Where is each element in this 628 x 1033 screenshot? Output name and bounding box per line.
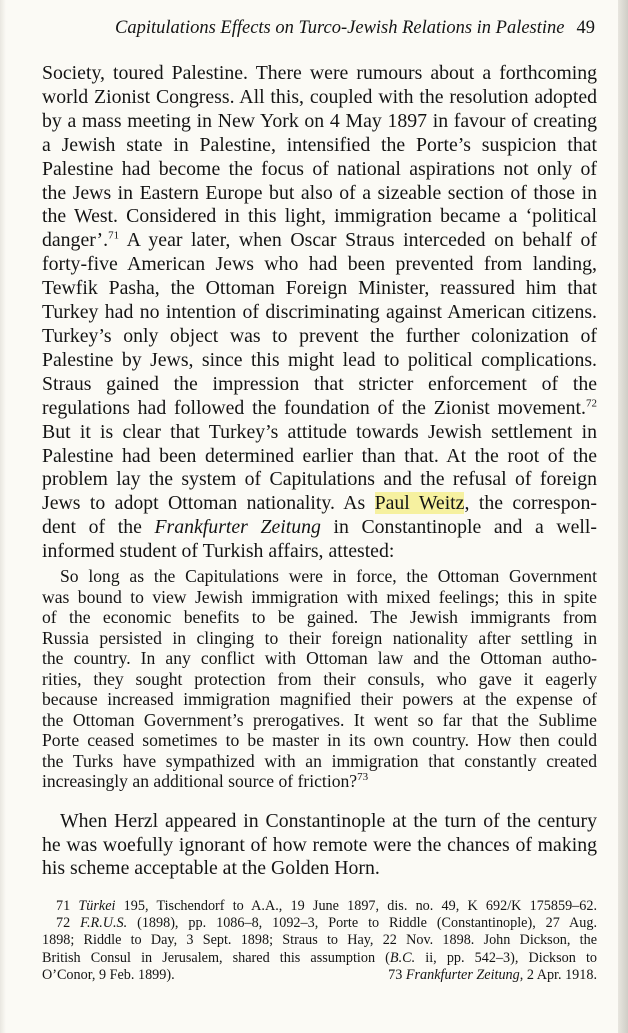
quote-line: was bound to view Jewish immigration with mixed feelings; this in spite	[42, 586, 597, 607]
text-line: Palestine had become the focus of national aspirations not only of	[42, 157, 597, 180]
quote-line: the Ottoman Government’s prerogatives. It went so far that the Sublime	[42, 709, 597, 730]
text-line	[42, 516, 597, 540]
footnote-text: (1898), pp. 1086–8, 1092–3, Porte to Riddle (Constantinople), 27 Aug.	[127, 915, 598, 932]
footnote-source: Frankfurter Zeitung	[405, 966, 520, 983]
text-line: the Jews in Eastern Europe but also of a sizeable section of those in	[42, 181, 597, 204]
text-line	[42, 229, 597, 253]
footnote-71	[42, 898, 597, 915]
footnote-number: 71	[56, 898, 71, 914]
text-fragment: in Constantinople and a well-	[320, 516, 597, 539]
text-line: Palestine had been determined earlier than that. At the root of the	[42, 444, 597, 467]
text-line: Tewfik Pasha, the Ottoman Foreign Minister, reassured him that	[42, 277, 597, 300]
text-fragment: A year later, when Oscar Straus interceded on behalf of	[119, 229, 597, 252]
text-line: But it is clear that Turkey’s attitude towards Jewish settlement in	[42, 420, 597, 443]
footnote-number: 72	[56, 915, 71, 932]
text-line: world Zionist Congress. All this, coupled with the resolution adopted	[42, 85, 597, 108]
quote-line	[42, 771, 597, 792]
text-line	[42, 397, 597, 421]
footnote-text: O’Conor, 9 Feb. 1899).	[42, 966, 175, 983]
text-line: Society, toured Palestine. There were rumours about a forthcoming	[42, 62, 597, 84]
footnote-ref-73[interactable]: 73	[357, 771, 369, 784]
text-fragment: danger’.	[42, 229, 109, 252]
text-line: Palestine by Jews, since this might lead to political complications.	[42, 348, 597, 371]
text-fragment: increasingly an additional source of friction?	[42, 771, 358, 791]
page-gutter-shadow	[0, 0, 6, 1033]
quote-line: the Turks have sympathized with an immigration that constantly created	[42, 750, 597, 771]
text-line: Straus gained the impression that stricter enforcement of the	[42, 372, 597, 395]
quote-line: of the economic benefits to be gained. The Jewish immigrants from	[42, 607, 597, 627]
paragraph-2	[42, 810, 597, 881]
page-edge	[618, 0, 628, 1033]
quote-line: rities, they sought protection from their consuls, who gave it eagerly	[42, 668, 597, 689]
header-title: Capitulations Effects on Turco-Jewish Relations in Palestine	[115, 18, 565, 38]
quote-line: the country. In any conflict with Ottoman law and the Ottoman autho-	[42, 648, 597, 668]
page-number: 49	[576, 18, 595, 38]
text-fragment: , the correspon-	[464, 492, 597, 515]
text-line: problem lay the system of Capitulations and the refusal of foreign	[42, 468, 597, 491]
footnote-72-cont	[42, 950, 597, 967]
footnote-72-cont: 1898; Riddle to Day, 3 Sept. 1898; Straus to Hay, 22 Nov. 1898. John Dickson, the	[42, 932, 597, 949]
footnote-source: Türkei	[78, 898, 116, 914]
text-fragment: Jews to adopt Ottoman nationality. As	[42, 492, 375, 515]
text-line: his scheme acceptable at the Golden Horn.	[42, 857, 380, 880]
footnote-source: B.C.	[389, 949, 416, 966]
footnote-text: 195, Tischendorf to A.A., 19 June 1897, dis. no. 49, K 692/K 175859–62.	[115, 898, 598, 914]
text-line: Turkey’s only object was to prevent the further colonization of	[42, 324, 597, 347]
italic-title: Frankfurter Zeitung	[154, 516, 321, 539]
text-line: forty-five American Jews who had been prevented from landing,	[42, 253, 597, 276]
footnote-number: 73	[388, 966, 403, 983]
footnote-ref-71[interactable]: 71	[108, 229, 120, 242]
quote-line: Russia persisted in clinging to their foreign nationality after settling in	[42, 627, 597, 648]
footnote-text: , 2 Apr. 1918.	[519, 966, 597, 983]
block-quote	[42, 566, 597, 792]
text-line	[42, 492, 597, 516]
quote-line: So long as the Capitulations were in force, the Ottoman Government	[60, 566, 597, 586]
quote-line: Porte ceased sometimes to be master in its own country. How then could	[42, 730, 597, 750]
footnote-72-end	[42, 967, 597, 984]
text-line: When Herzl appeared in Constantinople at the turn of the century	[60, 810, 597, 832]
footnote-73	[388, 967, 597, 984]
footnote-text: British Consul in Jerusalem, shared this assumption (	[42, 949, 390, 966]
footnotes	[42, 898, 597, 984]
text-line: the West. Considered in this light, immigration became a ‘political	[42, 205, 597, 228]
text-line: informed student of Turkish affairs, attested:	[42, 540, 395, 563]
paragraph-1	[42, 62, 597, 564]
footnote-72	[42, 915, 597, 932]
footnote-source: F.R.U.S.	[80, 915, 128, 932]
text-fragment: dent of the	[42, 516, 155, 539]
footnote-ref-72[interactable]: 72	[586, 397, 597, 410]
highlighted-text[interactable]: Paul Weitz	[374, 492, 465, 515]
text-line: Turkey had no intention of discriminating against American citizens.	[42, 301, 597, 324]
quote-line: because increased immigration magnified their powers at the expense of	[42, 689, 597, 709]
text-line: a Jewish state in Palestine, intensified the Porte’s suspicion that	[42, 133, 597, 156]
footnote-text: ii, pp. 542–3), Dickson to	[415, 949, 597, 966]
text-fragment: regulations had followed the foundation of the Zionist movement.	[42, 396, 586, 419]
running-header	[50, 18, 595, 39]
text-line: he was woefully ignorant of how remote were the chances of making	[42, 833, 597, 856]
text-line: by a mass meeting in New York on 4 May 1897 in favour of creating	[42, 109, 597, 132]
